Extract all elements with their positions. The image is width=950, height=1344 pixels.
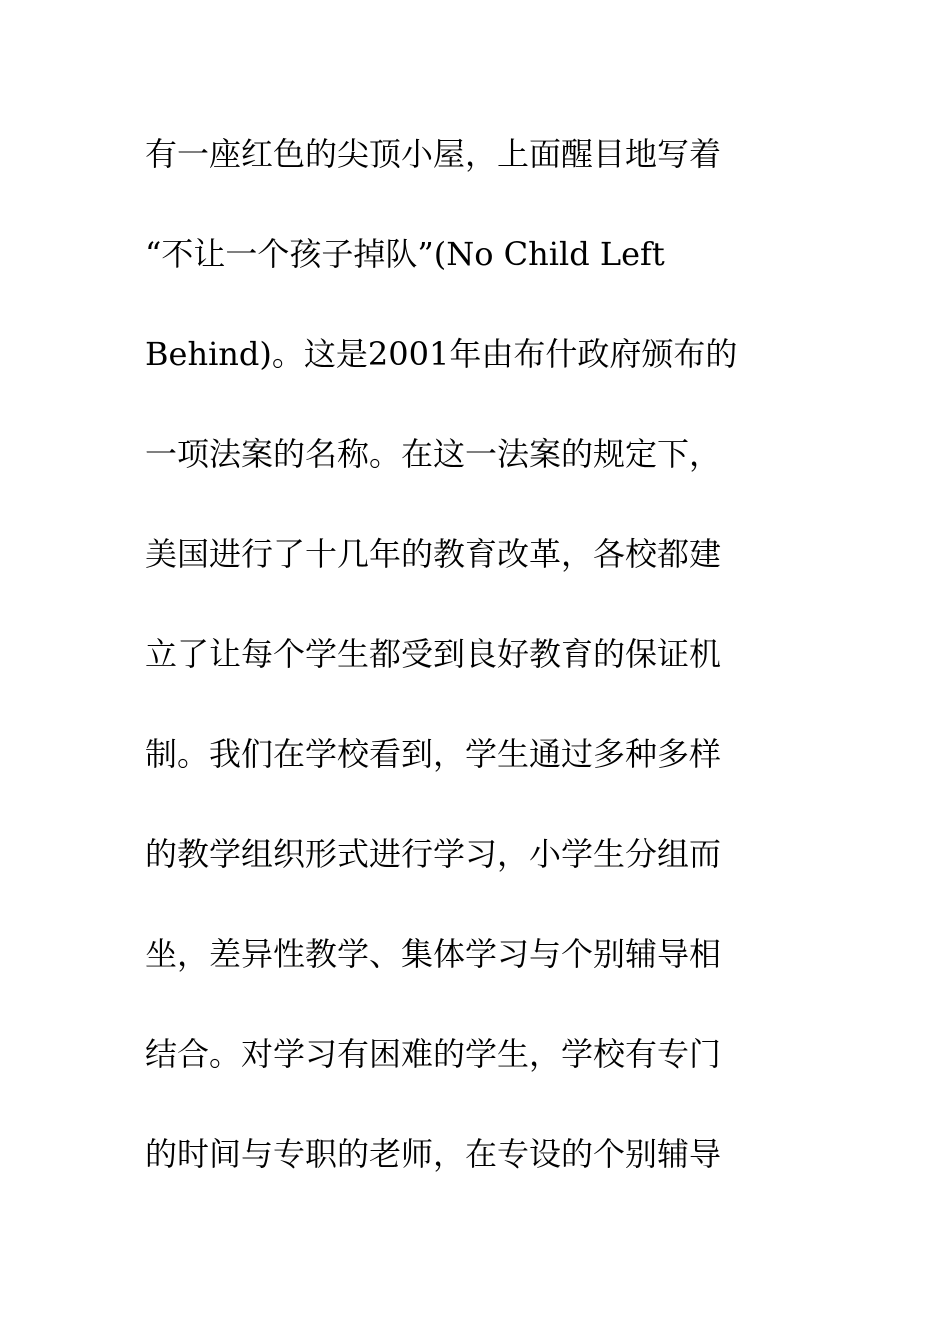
text-line: 有一座红色的尖顶小屋，上面醒目地写着 xyxy=(145,135,722,173)
text-line: 的教学组织形式进行学习，小学生分组而 xyxy=(145,835,722,873)
body-text xyxy=(145,124,805,1224)
text-line: 制。我们在学校看到，学生通过多种多样 xyxy=(145,735,722,773)
text-line: 立了让每个学生都受到良好教育的保证机 xyxy=(145,635,722,673)
text-line: “不让一个孩子掉队”(No Child Left xyxy=(145,235,665,273)
text-line: 坐，差异性教学、集体学习与个别辅导相 xyxy=(145,935,722,973)
text-line: 美国进行了十几年的教育改革，各校都建 xyxy=(145,535,722,573)
text-line: 的时间与专职的老师，在专设的个别辅导 xyxy=(145,1135,722,1173)
text-line: Behind)。这是2001年由布什政府颁布的 xyxy=(145,335,738,373)
text-line: 结合。对学习有困难的学生，学校有专门 xyxy=(145,1035,722,1073)
text-line: 一项法案的名称。在这一法案的规定下， xyxy=(145,435,722,473)
